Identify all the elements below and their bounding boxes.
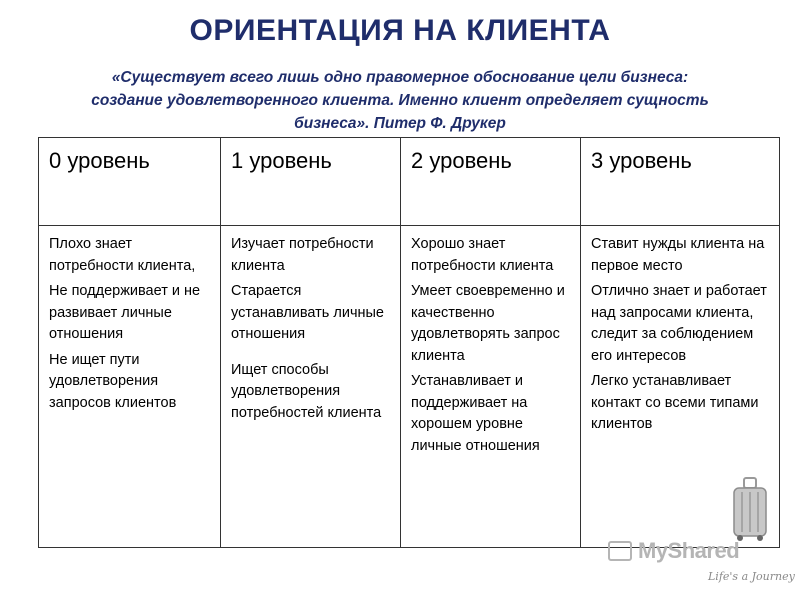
table-row: [39, 226, 780, 548]
quote-line-2: создание удовлетворенного клиента. Именно клиент определяет сущность: [91, 92, 709, 109]
level-0-text-3: Не ищет пути удовлетворения запросов клиентов: [49, 351, 177, 411]
level-3-text-1: Ставит нужды клиента на первое место: [591, 236, 765, 274]
suitcase-icon: [730, 476, 770, 542]
level-1-text-1: Изучает потребности клиента: [231, 236, 374, 274]
cell-level-1: [221, 226, 401, 548]
header-level-2: 2 уровень: [401, 138, 581, 226]
level-0-text-1: Плохо знает потребности клиента,: [49, 236, 196, 274]
myshared-logo-text: MyShared: [638, 538, 740, 563]
cell-level-2: [401, 226, 581, 548]
levels-table: [38, 137, 780, 548]
myshared-logo: [608, 538, 739, 564]
level-3-text-2: Отлично знает и работает над запросами клиента, следит за соблюдением его интересов: [591, 283, 767, 364]
cart-icon: [608, 541, 632, 561]
level-1-text-3: Ищет способы удовлетворения потребностей клиента: [231, 361, 382, 421]
level-2-text-3: Устанавливает и поддерживает на хорошем уровне личные отношения: [411, 373, 540, 454]
drucker-quote: [40, 66, 760, 135]
level-0-text-2: Не поддерживает и не развивает личные отношения: [49, 283, 201, 342]
table-header-row: [39, 138, 780, 226]
quote-line-1: «Существует всего лишь одно правомерное обоснование цели бизнеса:: [111, 69, 689, 86]
cell-level-0: [39, 226, 221, 548]
level-2-text-2: Умеет своевременно и качественно удовлетворять запрос клиента: [411, 283, 565, 364]
level-3-text-3: Легко устанавливает контакт со всеми типами клиентов: [591, 373, 759, 432]
slide-title: ОРИЕНТАЦИЯ НА КЛИЕНТА: [189, 14, 611, 47]
quote-line-3: бизнеса». Питер Ф. Друкер: [294, 115, 506, 132]
level-2-text-1: Хорошо знает потребности клиента: [411, 236, 554, 274]
header-level-0: 0 уровень: [39, 138, 221, 226]
level-1-text-2: Старается устанавливать личные отношения: [231, 283, 385, 342]
myshared-watermark: [608, 536, 798, 596]
header-level-1: 1 уровень: [221, 138, 401, 226]
header-level-3: 3 уровень: [581, 138, 780, 226]
myshared-tagline: Life's a Journey: [708, 570, 795, 583]
